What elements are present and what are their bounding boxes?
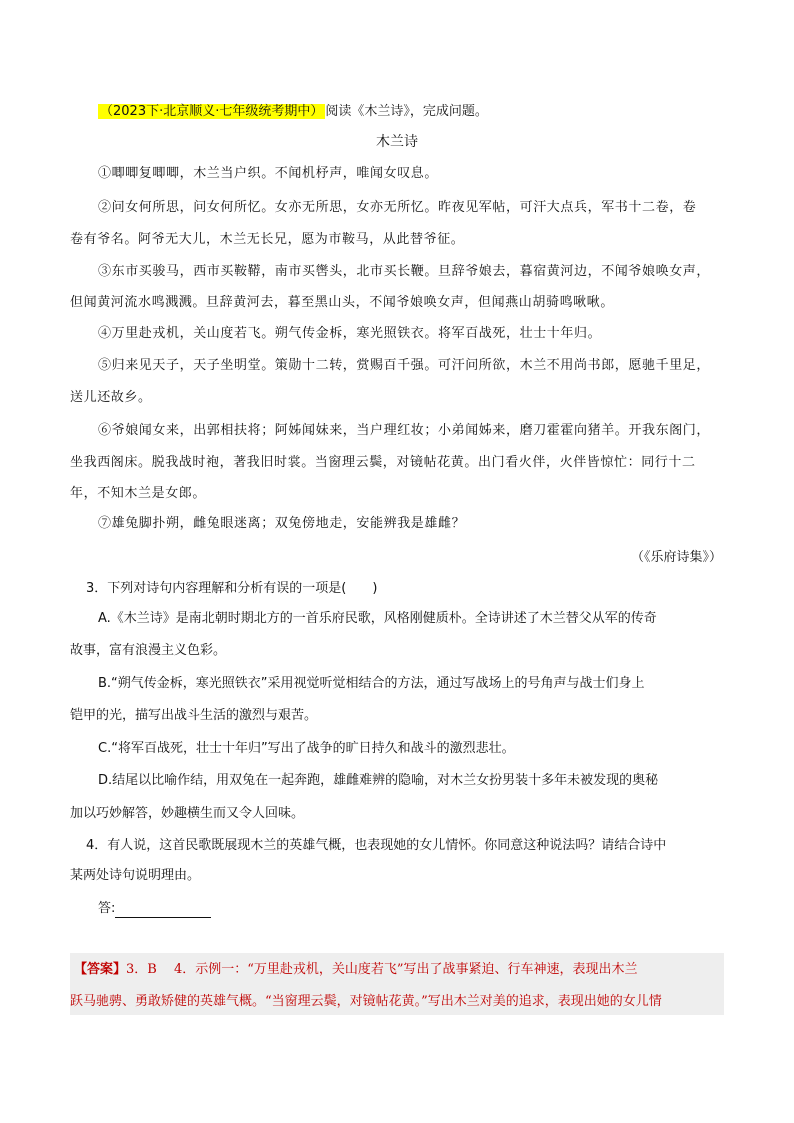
source-tag: （2023下·北京顺义·七年级统考期中） [100, 104, 324, 119]
option-b: B.“朔气传金柝，寒光照铁衣”采用视觉听觉相结合的方法，通过写战场上的号角声与战士们身上 [98, 676, 645, 691]
poem-line: ③东市买骏马，西市买鞍鞯，南市买辔头，北市买长鞭。旦辞爷娘去，暮宿黄河边，不闻爷娘唤女声， [98, 264, 711, 279]
answer-box [70, 953, 724, 1015]
poem-line: 卷有爷名。阿爷无大儿，木兰无长兄，愿为市鞍马，从此替爷征。 [70, 232, 465, 247]
option-d: D.结尾以比喻作结，用双兔在一起奔跑，雄雌难辨的隐喻，对木兰女扮男装十多年未被发现的奥秘 [98, 773, 659, 788]
poem-line: ④万里赴戎机，关山度若飞。朔气传金柝，寒光照铁衣。将军百战死，壮士十年归。 [98, 326, 602, 341]
question-header [98, 103, 488, 121]
poem-line: ⑦雄兔脚扑朔，雌兔眼迷离；双兔傍地走，安能辨我是雄雌？ [98, 516, 466, 531]
answer-label: 答: [98, 901, 116, 916]
option-d-cont: 加以巧妙解答，妙趣横生而又令人回味。 [70, 806, 305, 821]
option-c: C.“将军百战死，壮士十年归”写出了战争的旷日持久和战斗的激烈悲壮。 [98, 741, 515, 756]
poem-line: 坐我西阁床。脱我战时袍，著我旧时裳。当窗理云鬓，对镜帖花黄。出门看火伴，火伴皆惊忙：同行十二 [70, 455, 696, 470]
instruction-text: 阅读《木兰诗》，完成问题。 [325, 104, 488, 119]
poem-line: 年，不知木兰是女郎。 [70, 486, 207, 501]
question-3-stem: 3．下列对诗句内容理解和分析有误的一项是( ) [86, 581, 378, 596]
poem-line: 送儿还故乡。 [70, 390, 152, 405]
answer-text-1: 3．B 4．示例一：“万里赴戎机，关山度若飞”写出了战事紧迫、行车神速，表现出木兰 [126, 962, 638, 977]
question-4-stem: 4．有人说，这首民歌既展现木兰的英雄气概，也表现她的女儿情怀。你同意这种说法吗？请结合诗中 [86, 838, 667, 853]
poem-line: ②问女何所思，问女何所忆。女亦无所思，女亦无所忆。昨夜见军帖，可汗大点兵，军书十二卷，卷 [98, 200, 697, 215]
answer-blank[interactable] [115, 904, 211, 918]
question-4-cont: 某两处诗句说明理由。 [70, 868, 201, 883]
option-a-cont: 故事，富有浪漫主义色彩。 [70, 643, 227, 658]
answer-line [98, 900, 211, 918]
poem-line: ⑤归来见天子，天子坐明堂。策勋十二转，赏赐百千强。可汗问所欲，木兰不用尚书郎，愿驰千里足， [98, 358, 711, 373]
answer-tag: 【答案】 [74, 962, 127, 977]
poem-title: 木兰诗 [376, 134, 418, 150]
poem-line: ①唧唧复唧唧，木兰当户织。不闻机杼声，唯闻女叹息。 [98, 166, 439, 181]
answer-line-1 [74, 961, 638, 979]
answer-line-2: 跃马驰骋、勇敢矫健的英雄气概。“当窗理云鬓，对镜帖花黄。”写出木兰对美的追求，表现出她的女儿情 [70, 994, 662, 1009]
poem-line: 但闻黄河流水鸣溅溅。旦辞黄河去，暮至黑山头，不闻爷娘唤女声，但闻燕山胡骑鸣啾啾。 [70, 295, 615, 310]
poem-source: （《乐府诗集》） [630, 550, 722, 565]
option-a: A.《木兰诗》是南北朝时期北方的一首乐府民歌，风格刚健质朴。全诗讲述了木兰替父从军的传奇 [98, 611, 657, 626]
poem-line: ⑥爷娘闻女来，出郭相扶将；阿姊闻妹来，当户理红妆；小弟闻姊来，磨刀霍霍向猪羊。开我东阁门， [98, 423, 711, 438]
option-b-cont: 铠甲的光，描写出战斗生活的激烈与艰苦。 [70, 708, 318, 723]
